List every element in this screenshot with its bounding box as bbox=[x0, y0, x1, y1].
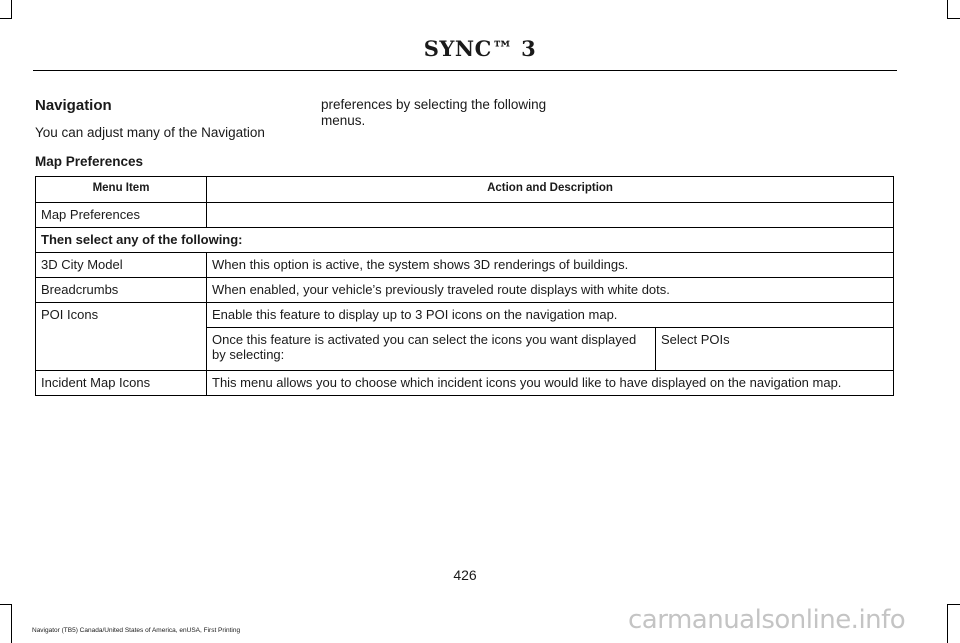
action-cell: When this option is active, the system shows 3D renderings of buildings. bbox=[207, 253, 894, 278]
page-number: 426 bbox=[453, 567, 477, 583]
crop-mark-bottom-right-v bbox=[947, 604, 948, 643]
section-heading: Navigation bbox=[35, 97, 112, 114]
crop-mark-bottom-right-h bbox=[947, 604, 960, 605]
table-row bbox=[36, 371, 894, 396]
crop-mark-bottom-left-h bbox=[0, 604, 12, 605]
page-header-title: SYNC™ 3 bbox=[423, 36, 537, 61]
table-row bbox=[36, 228, 894, 253]
action-cell bbox=[207, 203, 894, 228]
crop-mark-top-left-h bbox=[0, 18, 12, 19]
table-row bbox=[36, 278, 894, 303]
intro-text-col2: preferences by selecting the following menus. bbox=[321, 97, 547, 128]
menu-item-cell: POI Icons bbox=[36, 303, 207, 371]
map-preferences-table bbox=[35, 176, 894, 396]
table-row bbox=[36, 303, 894, 328]
intro-text-col1: You can adjust many of the Navigation bbox=[35, 125, 265, 140]
watermark: carmanualsonline.info bbox=[628, 605, 906, 635]
table-header-row bbox=[36, 177, 894, 203]
menu-item-cell: Map Preferences bbox=[36, 203, 207, 228]
crop-mark-top-right-v bbox=[947, 0, 948, 18]
table-row bbox=[36, 253, 894, 278]
option-cell: Select POIs bbox=[656, 328, 894, 371]
action-cell: This menu allows you to choose which incident icons you would like to have displayed on the navigation map. bbox=[207, 371, 894, 396]
crop-mark-bottom-left-v bbox=[11, 604, 12, 643]
action-cell: When enabled, your vehicle’s previously traveled route displays with white dots. bbox=[207, 278, 894, 303]
header-action: Action and Description bbox=[207, 177, 894, 203]
table-row bbox=[36, 203, 894, 228]
footer-text: Navigator (TB5) Canada/United States of America, enUSA, First Printing bbox=[32, 627, 241, 634]
action-cell: Enable this feature to display up to 3 POI icons on the navigation map. bbox=[207, 303, 894, 328]
subheading-cell: Then select any of the following: bbox=[36, 228, 894, 253]
crop-mark-top-right-h bbox=[947, 18, 960, 19]
header-divider bbox=[33, 70, 897, 71]
crop-mark-top-left-v bbox=[11, 0, 12, 18]
table-caption: Map Preferences bbox=[35, 154, 144, 169]
action-cell: Once this feature is activated you can select the icons you want displayed by selecting: bbox=[207, 328, 656, 371]
header-menu-item: Menu Item bbox=[36, 177, 207, 203]
menu-item-cell: 3D City Model bbox=[36, 253, 207, 278]
menu-item-cell: Incident Map Icons bbox=[36, 371, 207, 396]
menu-item-cell: Breadcrumbs bbox=[36, 278, 207, 303]
